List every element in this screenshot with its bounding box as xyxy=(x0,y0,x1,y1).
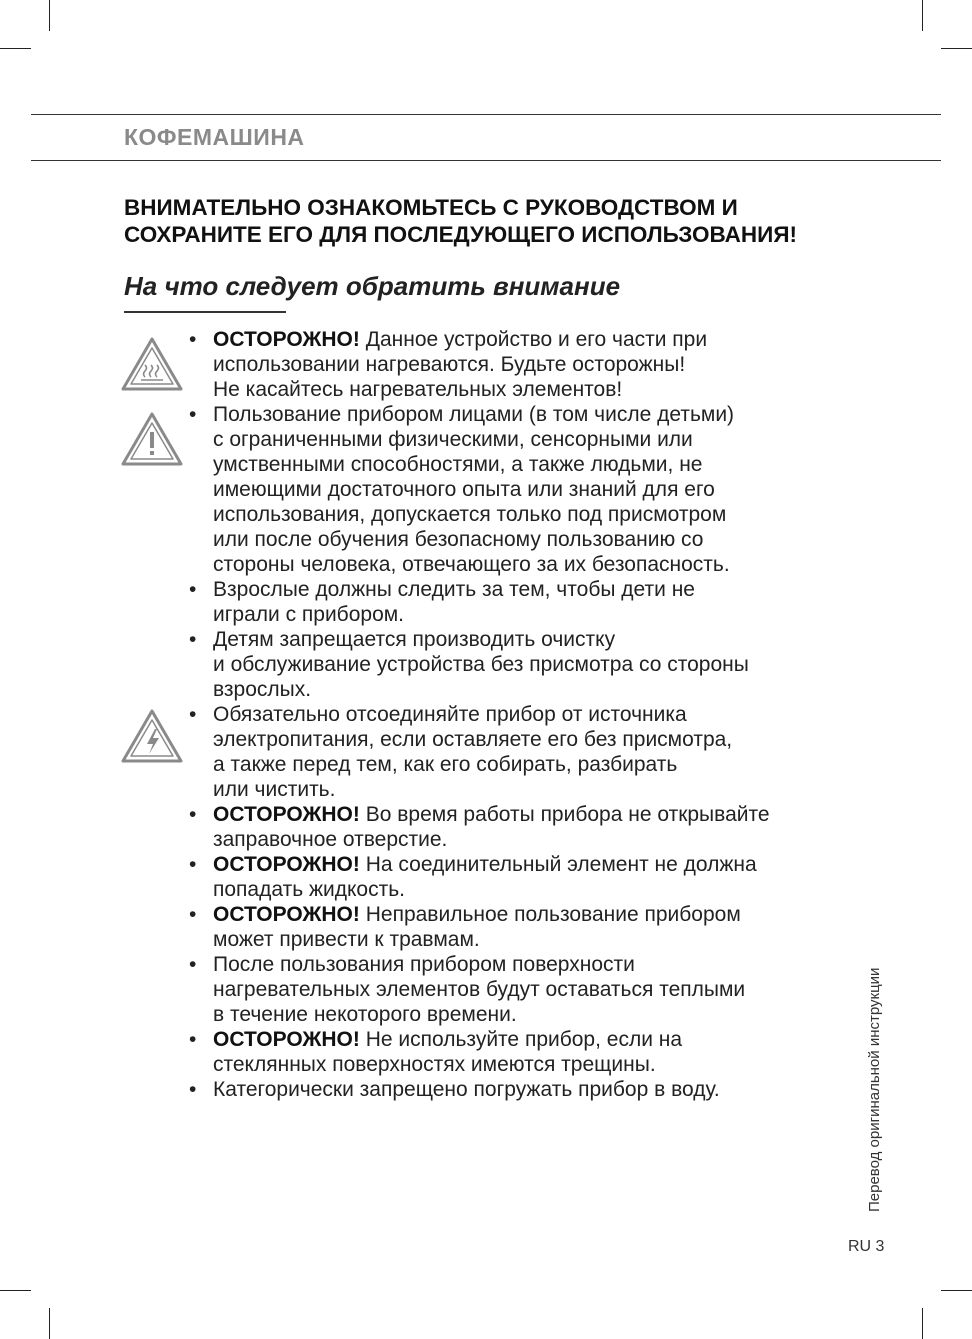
list-item-text: заправочное отверстие. xyxy=(213,828,448,851)
main-warning xyxy=(124,194,864,248)
list-item-text: в течение некоторого времени. xyxy=(213,1003,517,1026)
list-item-text: На соединительный элемент не должна xyxy=(365,853,757,876)
list-item xyxy=(189,1077,849,1102)
list-item-text: стеклянных поверхностях имеются трещины. xyxy=(213,1053,656,1076)
caution-label: ОСТОРОЖНО! xyxy=(213,903,360,926)
list-item xyxy=(189,852,849,902)
list-item-text: или после обучения безопасному пользованию со xyxy=(213,528,704,551)
translation-note: Перевод оригинальной инструкции xyxy=(866,967,883,1212)
list-item-text: может привести к травмам. xyxy=(213,928,480,951)
crop-mark xyxy=(0,48,31,49)
crop-mark xyxy=(0,1290,31,1291)
list-item xyxy=(189,1027,849,1077)
list-item-text: • Пользование прибором лицами (в том числе детьми) xyxy=(213,403,735,426)
crop-mark xyxy=(922,0,923,31)
crop-mark xyxy=(941,1290,972,1291)
crop-mark xyxy=(49,1308,50,1339)
crop-mark xyxy=(922,1308,923,1339)
list-item-text: электропитания, если оставляете его без присмотра, xyxy=(213,728,733,751)
list-item xyxy=(189,702,849,802)
caution-label: ОСТОРОЖНО! xyxy=(213,803,360,826)
list-item-text: взрослых. xyxy=(213,678,312,701)
list-item-text: использования, допускается только под присмотром xyxy=(213,503,727,526)
list-item-text: Неправильное пользование прибором xyxy=(365,903,741,926)
list-item-text: • Детям запрещается производить очистку xyxy=(213,628,616,651)
list-item xyxy=(189,902,849,952)
list-item-text: играли с прибором. xyxy=(213,603,405,626)
general-warning-icon xyxy=(119,410,185,468)
list-item-text: имеющими достаточного опыта или знаний для его xyxy=(213,478,715,501)
list-item-text: • Категорически запрещено погружать прибор в воду. xyxy=(213,1078,720,1101)
list-item-text: Не используйте прибор, если на xyxy=(365,1028,683,1051)
list-item-text: или чистить. xyxy=(213,778,336,801)
list-item xyxy=(189,402,849,577)
caution-label: ОСТОРОЖНО! xyxy=(213,1028,360,1051)
list-item-text: с ограниченными физическими, сенсорными или xyxy=(213,428,693,451)
list-item-text: • После пользования прибором поверхности xyxy=(213,953,635,976)
electric-shock-warning-icon xyxy=(119,707,185,765)
safety-bullet-list xyxy=(189,327,849,1102)
list-item-text: умственными способностями, а также людьми, не xyxy=(213,453,703,476)
caution-label: ОСТОРОЖНО! xyxy=(213,328,360,351)
list-item xyxy=(189,802,849,852)
section-title: КОФЕМАШИНА xyxy=(124,124,305,150)
list-item-text: Во время работы прибора не открывайте xyxy=(365,803,770,826)
list-item xyxy=(189,327,849,402)
list-item-text: и обслуживание устройства без присмотра со стороны xyxy=(213,653,749,676)
list-item-text: а также перед тем, как его собирать, разбирать xyxy=(213,753,678,776)
caution-label: ОСТОРОЖНО! xyxy=(213,853,360,876)
subtitle: На что следует обратить внимание xyxy=(124,271,621,301)
list-item-text: Данное устройство и его части при xyxy=(365,328,708,351)
list-item-text: использовании нагреваются. Будьте осторожны! xyxy=(213,353,686,376)
list-item xyxy=(189,577,849,627)
main-warning-line-2: СОХРАНИТЕ ЕГО ДЛЯ ПОСЛЕДУЮЩЕГО ИСПОЛЬЗОВАНИЯ! xyxy=(124,222,798,247)
page-number: RU 3 xyxy=(848,1238,885,1255)
list-item-text: нагревательных элементов будут оставаться теплыми xyxy=(213,978,746,1001)
list-item xyxy=(189,952,849,1027)
list-item-text: • Взрослые должны следить за тем, чтобы дети не xyxy=(213,578,695,601)
crop-mark xyxy=(941,48,972,49)
list-item-text: стороны человека, отвечающего за их безопасность. xyxy=(213,553,730,576)
list-item-text: попадать жидкость. xyxy=(213,878,405,901)
header-top-rule xyxy=(31,114,941,115)
list-item-text: • Обязательно отсоединяйте прибор от источника xyxy=(213,703,687,726)
crop-mark xyxy=(49,0,50,31)
list-item xyxy=(189,627,849,702)
header-bottom-rule xyxy=(31,160,941,161)
subtitle-underline xyxy=(124,311,286,313)
hot-surface-warning-icon xyxy=(119,335,185,393)
list-item-text: Не касайтесь нагревательных элементов! xyxy=(213,378,623,401)
main-warning-line-1: ВНИМАТЕЛЬНО ОЗНАКОМЬТЕСЬ С РУКОВОДСТВОМ И xyxy=(124,195,738,220)
